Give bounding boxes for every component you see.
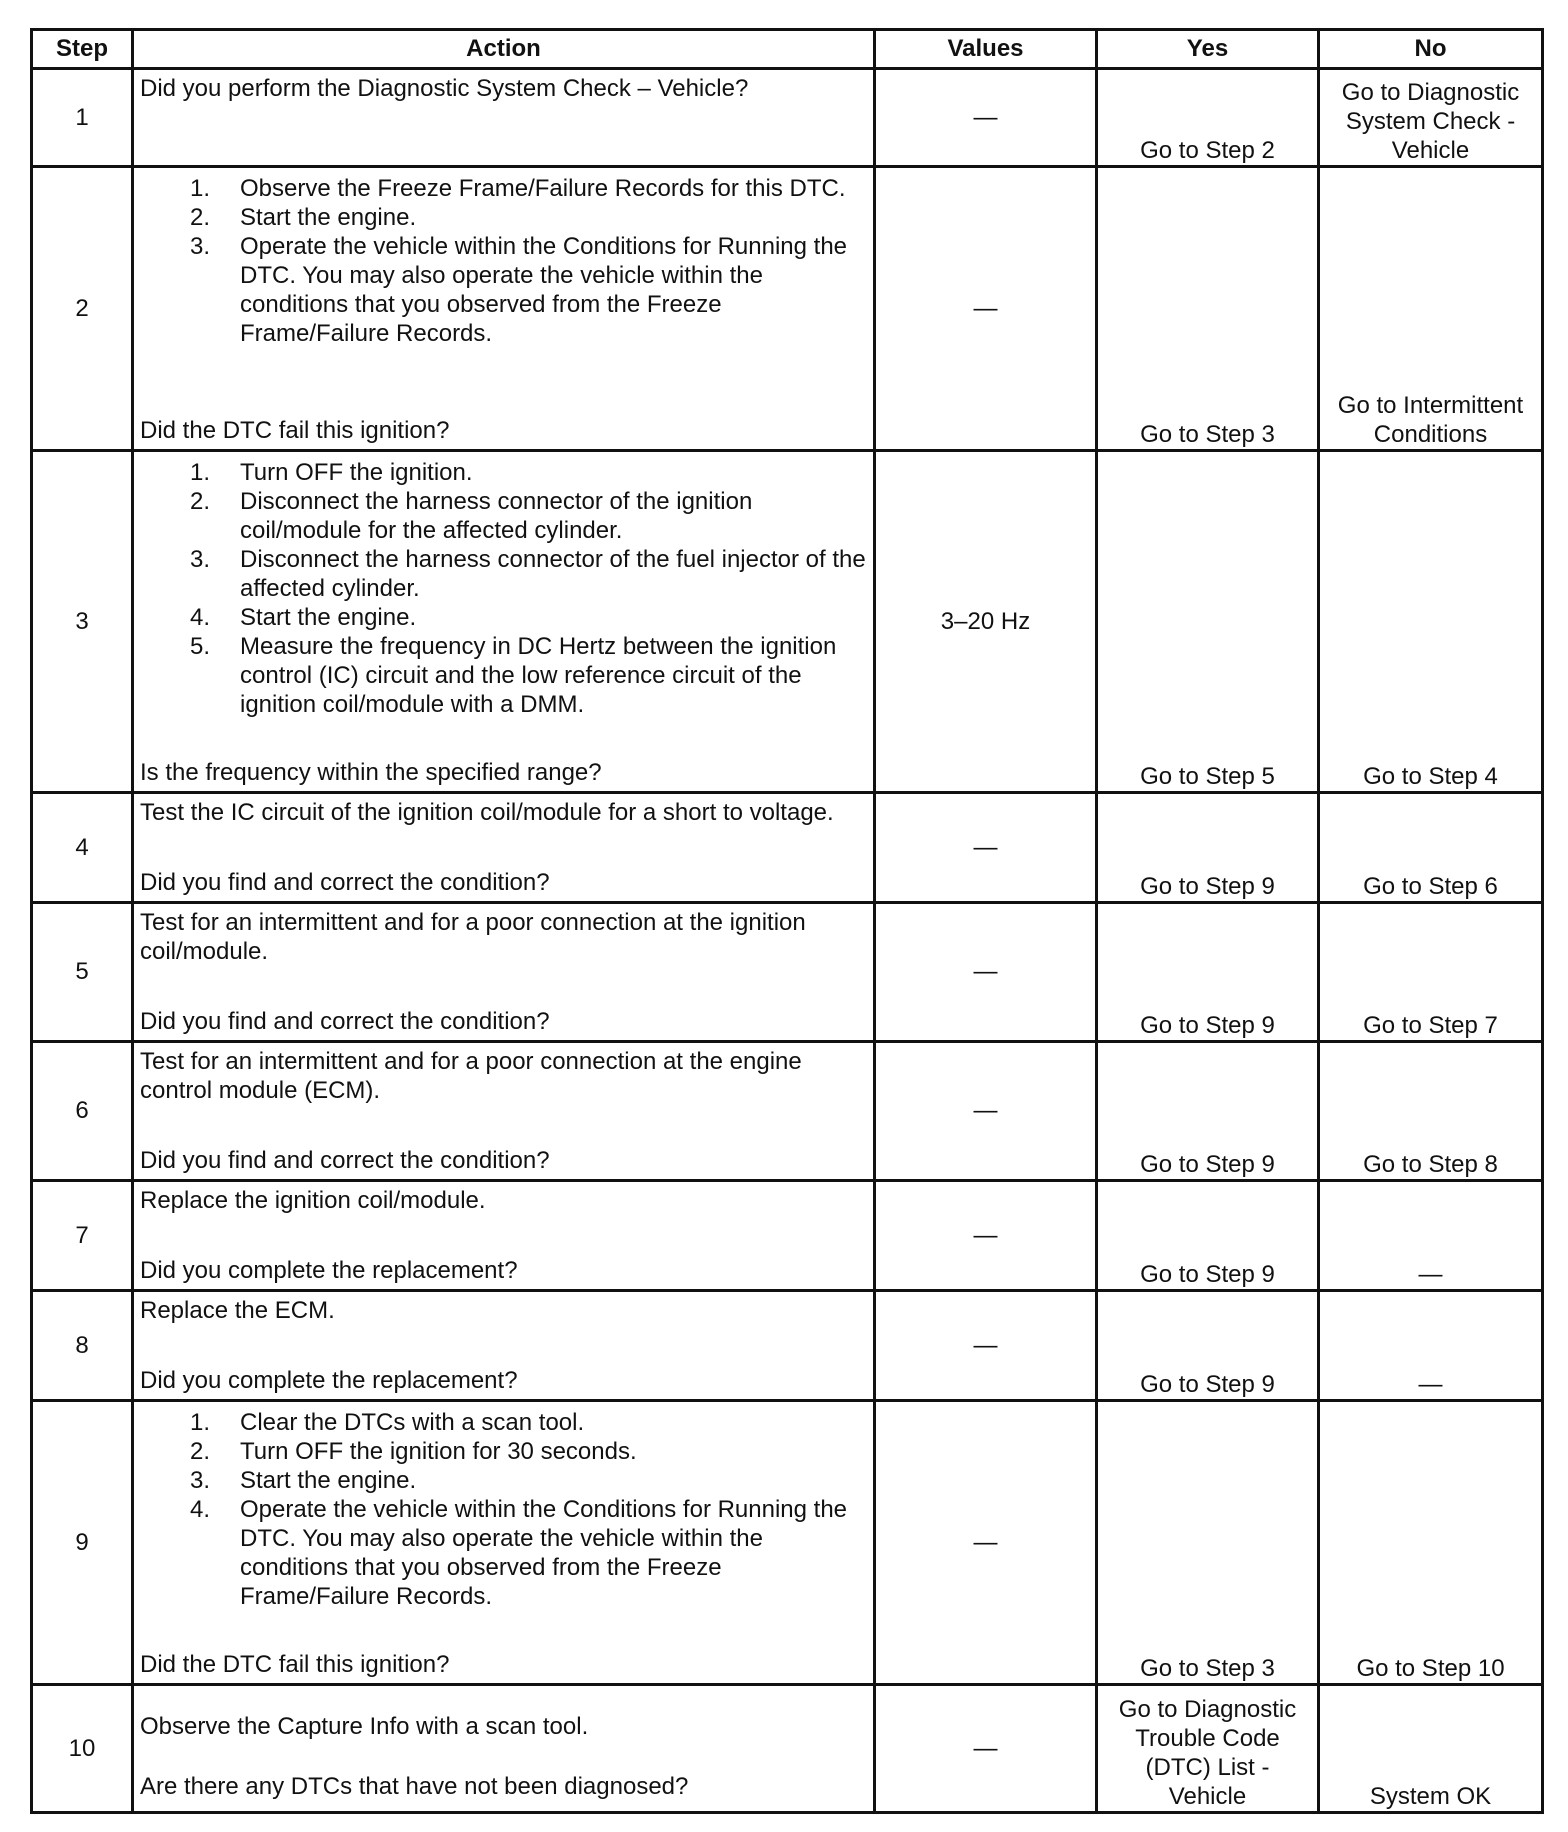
list-item: 1. Clear the DTCs with a scan tool.	[190, 1409, 585, 1436]
action-question: Did you complete the replacement?	[140, 1367, 518, 1394]
table-row	[32, 793, 1543, 903]
action-question: Did you find and correct the condition?	[140, 1008, 550, 1035]
step-number: 10	[32, 1685, 133, 1813]
list-item: 3. Operate the vehicle within the Conditions for Running the DTC. You may also operate the vehicle within the conditions that you observed from the Freeze Frame/Failure Records.	[190, 233, 848, 347]
list-item: 2. Start the engine.	[190, 204, 417, 231]
action-text: Replace the ignition coil/module.	[140, 1187, 486, 1214]
table-row	[32, 1181, 1543, 1291]
yes-cell: Go to Step 2	[1097, 69, 1319, 167]
action-cell	[133, 1042, 875, 1181]
header-values: Values	[875, 30, 1097, 69]
values-cell: —	[875, 69, 1097, 167]
action-question: Did you complete the replacement?	[140, 1257, 518, 1284]
no-cell: Go to Intermittent Conditions	[1319, 167, 1543, 451]
values-cell: —	[875, 1042, 1097, 1181]
header-row	[32, 30, 1543, 69]
action-question: Are there any DTCs that have not been diagnosed?	[140, 1773, 689, 1800]
action-question: Did the DTC fail this ignition?	[140, 417, 450, 444]
values-cell: —	[875, 1401, 1097, 1685]
table-row	[32, 451, 1543, 793]
list-item: 2. Turn OFF the ignition for 30 seconds.	[190, 1438, 637, 1465]
header-action: Action	[133, 30, 875, 69]
list-item: 1. Turn OFF the ignition.	[190, 459, 473, 486]
no-cell: Go to Diagnostic System Check - Vehicle	[1319, 69, 1543, 167]
values-cell: —	[875, 903, 1097, 1042]
action-cell	[133, 793, 875, 903]
table-row	[32, 1291, 1543, 1401]
no-cell: —	[1319, 1291, 1543, 1401]
no-cell: Go to Step 8	[1319, 1042, 1543, 1181]
step-number: 8	[32, 1291, 133, 1401]
header-step: Step	[32, 30, 133, 69]
table-row	[32, 1042, 1543, 1181]
yes-cell: Go to Step 3	[1097, 167, 1319, 451]
table-row	[32, 167, 1543, 451]
step-number: 7	[32, 1181, 133, 1291]
action-text: Did you perform the Diagnostic System Check – Vehicle?	[140, 75, 749, 102]
action-steps	[140, 174, 867, 348]
list-item: 4. Operate the vehicle within the Conditions for Running the DTC. You may also operate the vehicle within the conditions that you observed from the Freeze Frame/Failure Records.	[190, 1496, 848, 1610]
values-cell: 3–20 Hz	[875, 451, 1097, 793]
header-no: No	[1319, 30, 1543, 69]
action-question: Did you find and correct the condition?	[140, 1147, 550, 1174]
no-cell: Go to Step 4	[1319, 451, 1543, 793]
action-question: Is the frequency within the specified range?	[140, 759, 602, 786]
action-steps	[140, 1408, 867, 1611]
action-cell	[133, 1291, 875, 1401]
no-cell: System OK	[1319, 1685, 1543, 1813]
no-cell: Go to Step 10	[1319, 1401, 1543, 1685]
action-text: Test the IC circuit of the ignition coil/module for a short to voltage.	[140, 799, 834, 826]
action-cell	[133, 1401, 875, 1685]
action-text: Test for an intermittent and for a poor connection at the engine control module (ECM).	[140, 1048, 802, 1104]
action-steps	[140, 458, 867, 719]
yes-cell: Go to Step 9	[1097, 1042, 1319, 1181]
values-cell: —	[875, 167, 1097, 451]
step-number: 5	[32, 903, 133, 1042]
yes-cell: Go to Step 9	[1097, 1181, 1319, 1291]
action-question: Did you find and correct the condition?	[140, 869, 550, 896]
yes-cell: Go to Step 9	[1097, 903, 1319, 1042]
action-cell	[133, 167, 875, 451]
values-cell: —	[875, 1685, 1097, 1813]
action-cell	[133, 903, 875, 1042]
action-cell	[133, 451, 875, 793]
values-cell: —	[875, 793, 1097, 903]
no-cell: —	[1319, 1181, 1543, 1291]
action-text: Replace the ECM.	[140, 1297, 335, 1324]
table-row	[32, 903, 1543, 1042]
yes-cell: Go to Step 9	[1097, 1291, 1319, 1401]
diagnostic-table	[30, 28, 1544, 1814]
step-number: 6	[32, 1042, 133, 1181]
list-item: 3. Disconnect the harness connector of the fuel injector of the affected cylinder.	[190, 546, 866, 602]
yes-cell: Go to Step 5	[1097, 451, 1319, 793]
action-text: Observe the Capture Info with a scan tool.	[140, 1713, 589, 1740]
list-item: 1. Observe the Freeze Frame/Failure Records for this DTC.	[190, 175, 846, 202]
step-number: 2	[32, 167, 133, 451]
step-number: 9	[32, 1401, 133, 1685]
table-row	[32, 69, 1543, 167]
no-cell: Go to Step 6	[1319, 793, 1543, 903]
step-number: 3	[32, 451, 133, 793]
action-cell	[133, 69, 875, 167]
action-question: Did the DTC fail this ignition?	[140, 1651, 450, 1678]
table-row	[32, 1685, 1543, 1813]
action-text: Test for an intermittent and for a poor connection at the ignition coil/module.	[140, 909, 806, 965]
list-item: 2. Disconnect the harness connector of the ignition coil/module for the affected cylinder.	[190, 488, 753, 544]
table-row	[32, 1401, 1543, 1685]
action-cell	[133, 1181, 875, 1291]
list-item: 5. Measure the frequency in DC Hertz between the ignition control (IC) circuit and the low reference circuit of the ignition coil/module with a DMM.	[190, 633, 837, 718]
list-item: 4. Start the engine.	[190, 604, 417, 631]
step-number: 1	[32, 69, 133, 167]
no-cell: Go to Step 7	[1319, 903, 1543, 1042]
step-number: 4	[32, 793, 133, 903]
yes-cell: Go to Step 9	[1097, 793, 1319, 903]
list-item: 3. Start the engine.	[190, 1467, 417, 1494]
yes-cell: Go to Step 3	[1097, 1401, 1319, 1685]
action-cell	[133, 1685, 875, 1813]
values-cell: —	[875, 1181, 1097, 1291]
values-cell: —	[875, 1291, 1097, 1401]
yes-cell: Go to Diagnostic Trouble Code (DTC) List - Vehicle	[1097, 1685, 1319, 1813]
header-yes: Yes	[1097, 30, 1319, 69]
